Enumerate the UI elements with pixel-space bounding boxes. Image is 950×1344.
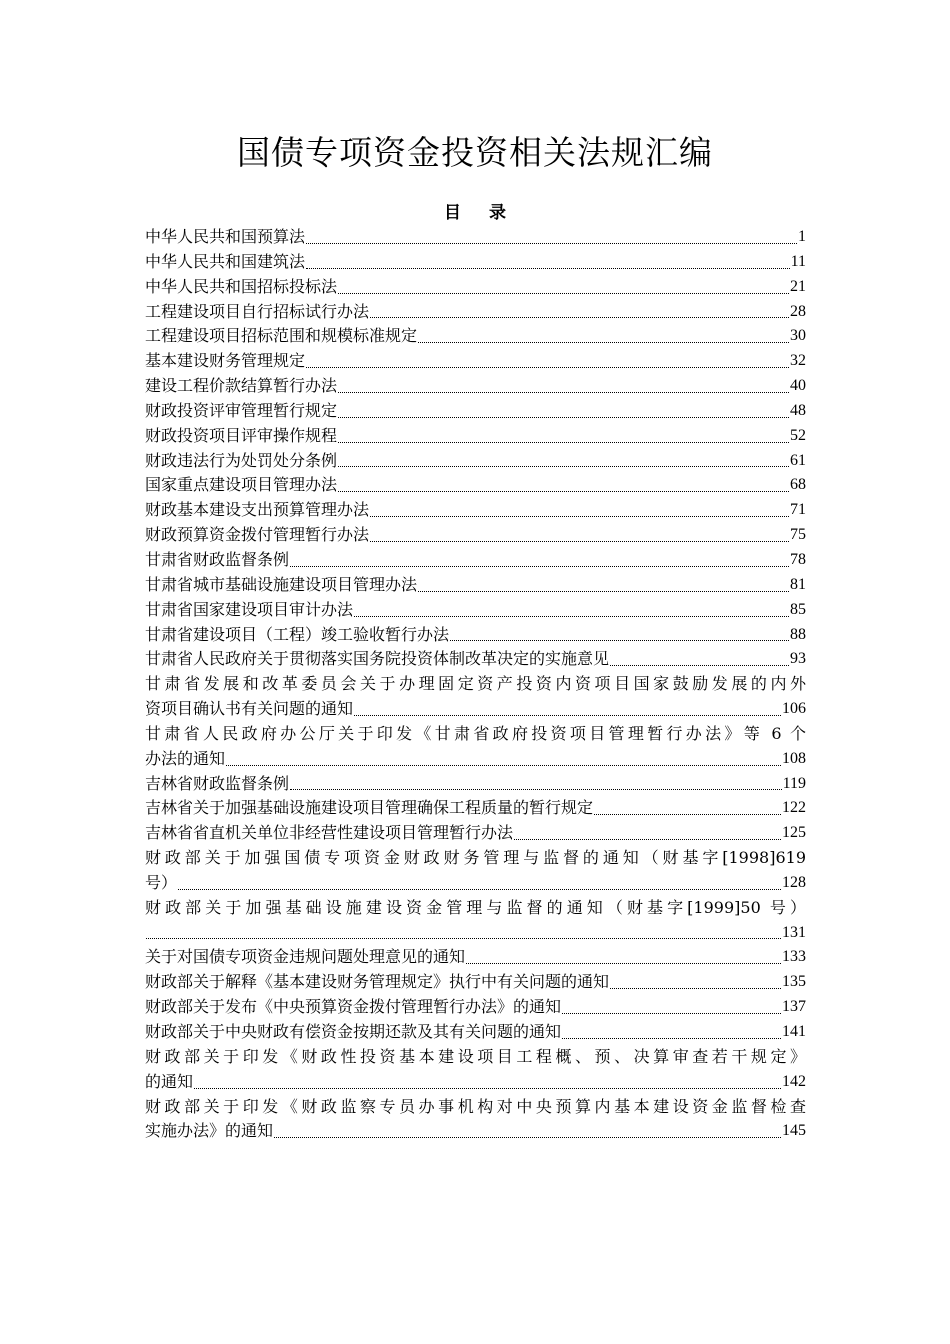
dot-leader — [146, 938, 781, 939]
toc-entry-title: 建设工程价款结算暂行办法 — [145, 376, 338, 396]
toc-entry-page-number: 106 — [782, 700, 806, 718]
toc-entry-title: 中华人民共和国招标投标法 — [145, 276, 338, 296]
dot-leader — [338, 293, 789, 294]
toc-entry-page-number: 108 — [782, 749, 806, 767]
toc-entry-page-number: 85 — [790, 600, 806, 618]
toc-entry[interactable] — [145, 324, 806, 349]
toc-entry[interactable] — [145, 573, 806, 598]
toc-entry-page-number: 119 — [782, 774, 806, 792]
toc-entry[interactable] — [145, 995, 806, 1020]
dot-leader — [354, 715, 781, 716]
toc-entry-title: 财政预算资金拨付管理暂行办法 — [145, 525, 370, 545]
toc-entry-title: 实施办法》的通知 — [145, 1121, 274, 1141]
toc-entry-title: 甘肃省国家建设项目审计办法 — [145, 599, 354, 619]
dot-leader — [306, 243, 797, 244]
toc-entry[interactable] — [145, 896, 806, 946]
toc-entry-page-number: 52 — [790, 426, 806, 444]
dot-leader — [370, 317, 789, 318]
toc-entry[interactable] — [145, 424, 806, 449]
toc-entry-title: 基本建设财务管理规定 — [145, 351, 306, 371]
toc-entry-page-number: 93 — [790, 650, 806, 668]
toc-entry-title: 甘肃省人民政府关于贯彻落实国务院投资体制改革决定的实施意见 — [145, 649, 610, 669]
toc-entry-title: 的通知 — [145, 1071, 194, 1091]
toc-entry-title: 吉林省省直机关单位非经营性建设项目管理暂行办法 — [145, 823, 514, 843]
dot-leader — [306, 268, 790, 269]
toc-entry[interactable] — [145, 498, 806, 523]
dot-leader — [514, 839, 781, 840]
toc-entry-page-number: 21 — [790, 277, 806, 295]
dot-leader — [338, 417, 789, 418]
toc-entry[interactable] — [145, 473, 806, 498]
dot-leader — [290, 789, 782, 790]
toc-entry-title-line1: 财政部关于加强基础设施建设资金管理与监督的通知（财基字[1999]50 号） — [145, 897, 806, 917]
toc-entry[interactable] — [145, 1095, 806, 1145]
toc-entry[interactable] — [145, 821, 806, 846]
toc-entry-page-number: 122 — [782, 799, 806, 817]
toc-entry-page-number: 137 — [782, 998, 806, 1016]
toc-entry-page-number: 145 — [782, 1122, 806, 1140]
toc-entry[interactable] — [145, 374, 806, 399]
toc-entry-title: 中华人民共和国建筑法 — [145, 251, 306, 271]
dot-leader — [610, 988, 781, 989]
toc-entry-title: 吉林省关于加强基础设施建设项目管理确保工程质量的暂行规定 — [145, 798, 594, 818]
toc-entry-page-number: 125 — [782, 824, 806, 842]
toc-entry-page-number: 61 — [790, 451, 806, 469]
dot-leader — [178, 889, 781, 890]
toc-entry-title: 吉林省财政监督条例 — [145, 773, 290, 793]
dot-leader — [418, 591, 789, 592]
toc-entry-page-number: 75 — [790, 526, 806, 544]
toc-entry-title: 甘肃省财政监督条例 — [145, 549, 290, 569]
dot-leader — [226, 765, 781, 766]
toc-entry[interactable] — [145, 225, 806, 250]
toc-entry-page-number: 11 — [790, 252, 806, 270]
toc-entry[interactable] — [145, 796, 806, 821]
toc-entry-title: 资项目确认书有关问题的通知 — [145, 699, 354, 719]
toc-entry-page-number: 71 — [790, 501, 806, 519]
toc-entry-page-number: 133 — [782, 948, 806, 966]
toc-entry-title-line1: 甘肃省发展和改革委员会关于办理固定资产投资内资项目国家鼓励发展的内外 — [145, 674, 806, 694]
toc-entry[interactable] — [145, 399, 806, 424]
dot-leader — [610, 665, 789, 666]
toc-entry[interactable] — [145, 275, 806, 300]
toc-entry-page-number: 40 — [790, 377, 806, 395]
dot-leader — [594, 814, 781, 815]
toc-entry[interactable] — [145, 1020, 806, 1045]
toc-entry-title: 工程建设项目自行招标试行办法 — [145, 301, 370, 321]
dot-leader — [370, 516, 789, 517]
toc-entry[interactable] — [145, 349, 806, 374]
toc-entry-page-number: 135 — [782, 973, 806, 991]
toc-entry[interactable] — [145, 722, 806, 772]
toc-entry-page-number: 141 — [782, 1023, 806, 1040]
toc-entry-title: 财政投资项目评审操作规程 — [145, 425, 338, 445]
toc-entry[interactable] — [145, 647, 806, 672]
dot-leader — [338, 466, 789, 467]
document-title: 国债专项资金投资相关法规汇编 — [237, 133, 713, 172]
toc-entry[interactable] — [145, 300, 806, 325]
table-of-contents — [145, 225, 806, 1144]
dot-leader — [466, 963, 781, 964]
toc-entry-title: 号） — [145, 872, 178, 892]
dot-leader — [354, 616, 789, 617]
toc-entry-page-number: 28 — [790, 302, 806, 320]
toc-entry[interactable] — [145, 449, 806, 474]
dot-leader — [290, 566, 789, 567]
toc-entry-title: 财政投资评审管理暂行规定 — [145, 400, 338, 420]
toc-entry-title: 甘肃省城市基础设施建设项目管理办法 — [145, 574, 418, 594]
toc-entry[interactable] — [145, 772, 806, 797]
toc-entry-page-number: 48 — [790, 401, 806, 419]
dot-leader — [274, 1137, 781, 1138]
dot-leader — [562, 1013, 781, 1014]
toc-entry-page-number: 32 — [790, 352, 806, 370]
toc-entry-title: 中华人民共和国预算法 — [145, 227, 306, 246]
toc-entry-page-number: 78 — [790, 550, 806, 568]
toc-entry[interactable] — [145, 623, 806, 648]
toc-entry[interactable] — [145, 523, 806, 548]
dot-leader — [194, 1088, 781, 1089]
toc-entry[interactable] — [145, 945, 806, 970]
toc-entry[interactable] — [145, 598, 806, 623]
toc-entry-page-number: 88 — [790, 625, 806, 643]
toc-entry-page-number: 131 — [782, 923, 806, 941]
toc-entry[interactable] — [145, 672, 806, 722]
toc-entry-title: 财政部关于发布《中央预算资金拨付管理暂行办法》的通知 — [145, 997, 562, 1017]
toc-entry[interactable] — [145, 1045, 806, 1095]
dot-leader — [338, 392, 789, 393]
toc-entry-title: 国家重点建设项目管理办法 — [145, 475, 338, 495]
dot-leader — [370, 541, 789, 542]
toc-entry-title: 工程建设项目招标范围和规模标准规定 — [145, 326, 418, 346]
dot-leader — [450, 640, 789, 641]
toc-entry[interactable] — [145, 250, 806, 275]
toc-entry-title: 办法的通知 — [145, 748, 226, 768]
dot-leader — [338, 491, 789, 492]
toc-entry-page-number: 128 — [782, 873, 806, 891]
toc-entry[interactable] — [145, 548, 806, 573]
dot-leader — [562, 1038, 781, 1039]
toc-entry-title-line1: 财政部关于印发《财政性投资基本建设项目工程概、预、决算审查若干规定》 — [145, 1046, 806, 1066]
toc-entry-title: 财政部关于解释《基本建设财务管理规定》执行中有关问题的通知 — [145, 972, 610, 992]
toc-entry-title-line1: 财政部关于加强国债专项资金财政财务管理与监督的通知（财基字[1998]619 — [145, 848, 806, 868]
toc-entry-page-number: 81 — [790, 575, 806, 593]
toc-heading: 目录 — [444, 203, 534, 223]
toc-entry[interactable] — [145, 846, 806, 896]
toc-entry-title-line1: 财政部关于印发《财政监察专员办事机构对中央预算内基本建设资金监督检查 — [145, 1096, 806, 1116]
dot-leader — [306, 367, 789, 368]
toc-entry[interactable] — [145, 970, 806, 995]
toc-entry-title: 财政违法行为处罚处分条例 — [145, 450, 338, 470]
toc-entry-page-number: 1 — [798, 228, 806, 245]
toc-entry-title: 甘肃省建设项目（工程）竣工验收暂行办法 — [145, 624, 450, 644]
toc-entry-page-number: 68 — [790, 476, 806, 494]
toc-entry-page-number: 30 — [790, 327, 806, 345]
toc-entry-title-line1: 甘肃省人民政府办公厅关于印发《甘肃省政府投资项目管理暂行办法》等 6 个 — [145, 723, 806, 743]
toc-entry-title: 财政基本建设支出预算管理办法 — [145, 500, 370, 520]
toc-entry-page-number: 142 — [782, 1072, 806, 1090]
dot-leader — [418, 342, 789, 343]
toc-entry-title: 财政部关于中央财政有偿资金按期还款及其有关问题的通知 — [145, 1022, 562, 1041]
toc-entry-title: 关于对国债专项资金违规问题处理意见的通知 — [145, 947, 466, 967]
dot-leader — [338, 442, 789, 443]
